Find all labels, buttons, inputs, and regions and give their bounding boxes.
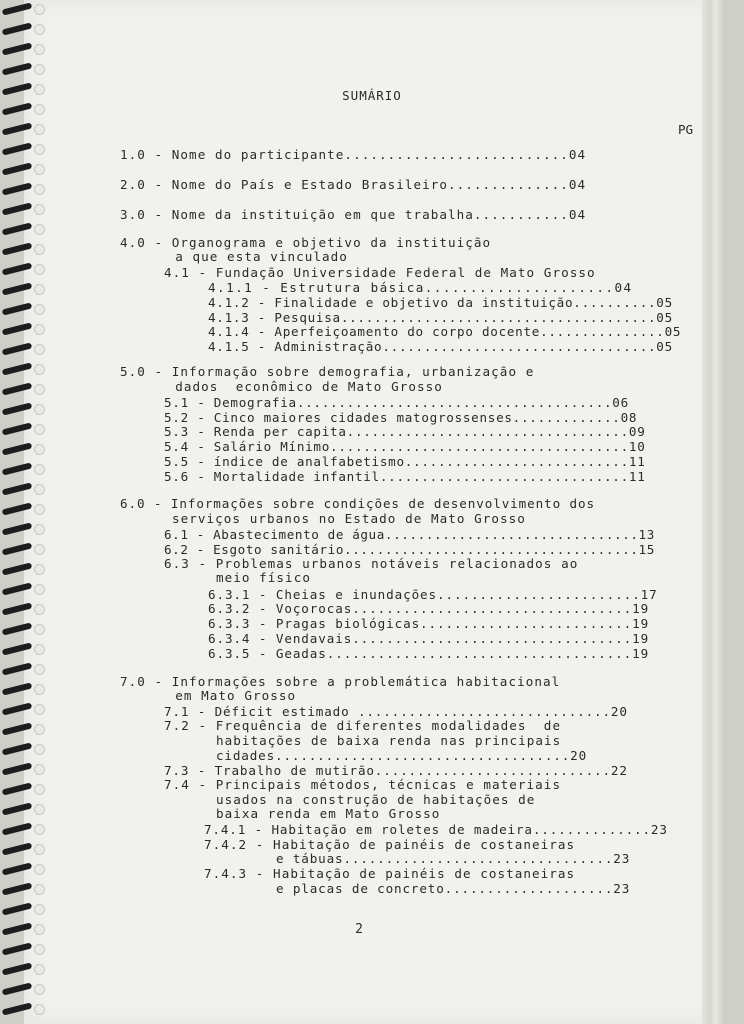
punch-hole [34,984,45,995]
binding-coil [2,102,33,115]
binding-coil [2,122,33,135]
binding-coil [2,962,33,975]
toc-entry: 6.3 - Problemas urbanos notáveis relacionados ao [164,556,579,571]
toc-entry: 6.3.4 - Vendavais.................................19 [208,631,650,646]
toc-entry: 5.2 - Cinco maiores cidades matogrossenses.............08 [164,410,638,425]
toc-entry: 7.4.1 - Habitação em roletes de madeira..............23 [204,822,668,837]
toc-entry: 7.4.2 - Habitação de painéis de costaneiras [204,837,576,852]
binding-coil [2,702,33,715]
toc-entry: usados na construção de habitações de [216,792,536,807]
punch-hole [34,704,45,715]
binding-coil [2,482,33,495]
toc-entry: e placas de concreto....................23 [276,881,631,896]
punch-hole [34,724,45,735]
punch-hole [34,784,45,795]
binding-coil [2,862,33,875]
punch-hole [34,624,45,635]
binding-coil [2,742,33,755]
binding-coil [2,62,33,75]
toc-entry: 6.3.2 - Voçorocas.................................19 [208,601,650,616]
binding-coil [2,322,33,335]
toc-entry: 4.0 - Organograma e objetivo da instituição [120,235,492,250]
binding-coil [2,2,33,15]
toc-entry: 7.4.3 - Habitação de painéis de costaneiras [204,866,576,881]
toc-entry: 6.3.3 - Pragas biológicas.........................19 [208,616,650,631]
toc-entry: meio físico [216,570,311,585]
punch-hole [34,644,45,655]
binding-coil [2,582,33,595]
toc-entry: em Mato Grosso [158,688,297,703]
punch-hole [34,884,45,895]
binding-coil [2,22,33,35]
binding-coil [2,302,33,315]
punch-hole [34,404,45,415]
toc-entry: baixa renda em Mato Grosso [216,806,441,821]
toc-entry: 5.3 - Renda per capita..................................09 [164,424,646,439]
binding-coil [2,142,33,155]
document-title: SUMÁRIO [342,88,402,103]
binding-coil [2,722,33,735]
punch-hole [34,304,45,315]
binding-coil [2,842,33,855]
binding-coil [2,42,33,55]
punch-hole [34,904,45,915]
binding-coil [2,562,33,575]
binding-coil [2,762,33,775]
punch-hole [34,344,45,355]
punch-hole [34,464,45,475]
binding-coil [2,242,33,255]
toc-entry: 7.4 - Principais métodos, técnicas e materiais [164,777,562,792]
binding-coil [2,282,33,295]
page-column-header: PG [678,122,694,137]
punch-hole [34,4,45,15]
punch-hole [34,504,45,515]
punch-hole [34,604,45,615]
binding-coil [2,462,33,475]
punch-hole [34,44,45,55]
punch-hole [34,204,45,215]
punch-hole [34,164,45,175]
page-stack-edge [702,0,724,1024]
punch-hole [34,24,45,35]
binding-coil [2,342,33,355]
toc-entry: 5.6 - Mortalidade infantil..............................11 [164,469,646,484]
toc-entry: habitações de baixa renda nas principais [216,733,562,748]
punch-hole [34,844,45,855]
binding-coil [2,202,33,215]
toc-entry: 7.1 - Déficit estimado ..............................20 [164,704,628,719]
page-number: 2 [355,922,363,937]
toc-entry: 6.3.5 - Geadas....................................19 [208,646,650,661]
toc-entry: 4.1.2 - Finalidade e objetivo da instituição..........05 [208,295,673,310]
binding-coil [2,422,33,435]
toc-entry: 5.4 - Salário Mínimo....................................10 [164,439,646,454]
binding-coil [2,982,33,995]
punch-hole [34,104,45,115]
punch-hole [34,964,45,975]
binding-coil [2,682,33,695]
punch-hole [34,284,45,295]
binding-coil [2,182,33,195]
binding-coil [2,622,33,635]
toc-entry: 4.1.4 - Aperfeiçoamento do corpo docente...............05 [208,324,682,339]
punch-hole [34,584,45,595]
punch-hole [34,944,45,955]
binding-coil [2,522,33,535]
spiral-binding [0,0,40,1024]
binding-coil [2,222,33,235]
toc-entry: 7.2 - Frequência de diferentes modalidades de [164,718,562,733]
punch-hole [34,804,45,815]
binding-coil [2,662,33,675]
punch-hole [34,684,45,695]
punch-hole [34,544,45,555]
binding-coil [2,542,33,555]
binding-coil [2,262,33,275]
punch-hole [34,864,45,875]
binding-coil [2,902,33,915]
punch-hole [34,524,45,535]
binding-coil [2,382,33,395]
toc-entry: dados econômico de Mato Grosso [158,379,443,394]
binding-coil [2,782,33,795]
punch-hole [34,224,45,235]
toc-entry: 1.0 - Nome do participante..........................04 [120,147,587,162]
punch-hole [34,1004,45,1015]
toc-entry: 6.2 - Esgoto sanitário....................................15 [164,542,655,557]
toc-entry: 5.1 - Demografia......................................06 [164,395,629,410]
punch-hole [34,444,45,455]
toc-entry: e tábuas................................23 [276,851,631,866]
binding-coil [2,642,33,655]
punch-hole [34,764,45,775]
punch-hole [34,64,45,75]
punch-hole [34,184,45,195]
binding-coil [2,402,33,415]
punch-hole [34,744,45,755]
toc-entry: 4.1.1 - Estrutura básica.....................04 [208,280,633,295]
binding-coil [2,802,33,815]
punch-hole [34,564,45,575]
toc-entry: 4.1.3 - Pesquisa......................................05 [208,310,673,325]
punch-hole [34,824,45,835]
toc-entry: cidades...................................20 [216,748,588,763]
punch-hole [34,664,45,675]
punch-hole [34,484,45,495]
toc-entry: 4.1 - Fundação Universidade Federal de Mato Grosso [164,265,596,280]
punch-hole [34,144,45,155]
punch-hole [34,364,45,375]
punch-hole [34,264,45,275]
binding-coil [2,882,33,895]
binding-coil [2,942,33,955]
toc-entry: 4.1.5 - Administração.................................05 [208,339,673,354]
toc-entry: a que esta vinculado [158,249,348,264]
toc-entry: 5.0 - Informação sobre demografia, urbanização e [120,364,535,379]
binding-coil [2,502,33,515]
toc-entry: 6.1 - Abastecimento de água...............................13 [164,527,655,542]
punch-hole [34,384,45,395]
binding-coil [2,362,33,375]
toc-entry: 6.0 - Informações sobre condições de desenvolvimento dos [120,496,595,511]
binding-coil [2,1002,33,1015]
toc-entry: 3.0 - Nome da instituição em que trabalha...........04 [120,207,587,222]
toc-entry: 2.0 - Nome do País e Estado Brasileiro..............04 [120,177,587,192]
punch-hole [34,424,45,435]
binding-coil [2,602,33,615]
binding-coil [2,442,33,455]
binding-coil [2,162,33,175]
punch-hole [34,324,45,335]
punch-hole [34,244,45,255]
binding-coil [2,822,33,835]
toc-entry: 7.3 - Trabalho de mutirão............................22 [164,763,628,778]
toc-entry: 5.5 - índice de analfabetismo...........................11 [164,454,646,469]
toc-entry: 7.0 - Informações sobre a problemática habitacional [120,674,561,689]
toc-entry: serviços urbanos no Estado de Mato Grosso [172,511,526,526]
toc-entry: 6.3.1 - Cheias e inundações........................17 [208,587,658,602]
punch-hole [34,124,45,135]
